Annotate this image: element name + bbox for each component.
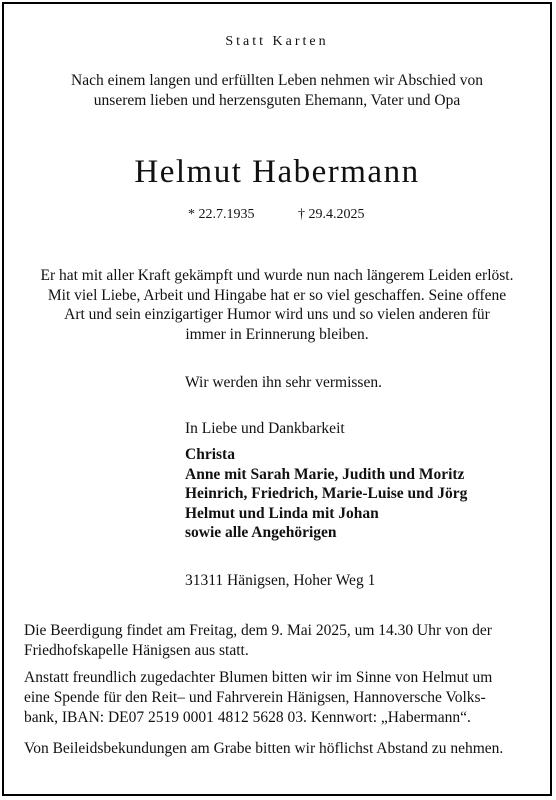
bio-line: immer in Erinnerung bleiben. (185, 325, 369, 343)
deceased-name: Helmut Habermann (134, 154, 420, 190)
death-notice (2, 2, 552, 796)
family-member: Helmut und Linda mit Johan (185, 504, 379, 522)
family-member: sowie alle Angehörigen (185, 524, 337, 542)
family-list (185, 445, 467, 543)
funeral-line: Die Beerdigung findet am Freitag, dem 9. Mai 2025, um 14.30 Uhr von der (24, 622, 492, 639)
header-label: Statt Karten (225, 34, 329, 49)
intro-line: Nach einem langen und erfüllten Leben nehmen wir Abschied von (71, 72, 483, 89)
bio-line: Art und sein einzigartiger Humor wird uns und so vielen anderen für (64, 306, 490, 323)
donation-line: bank, IBAN: DE07 2519 0001 4812 5628 03. Kennwort: „Habermann“. (24, 709, 471, 726)
condolence-note: Von Beileidsbekundungen am Grabe bitten wir höflichst Abstand zu nehmen. (24, 740, 504, 757)
address: 31311 Hänigsen, Hoher Weg 1 (185, 572, 376, 589)
bio-text (24, 266, 530, 344)
donation-line: eine Spende für den Reit– und Fahrverein Hänigsen, Hannoversche Volks- (24, 689, 486, 706)
death-date: † 29.4.2025 (298, 207, 365, 222)
funeral-line: Friedhofskapelle Hänigsen aus statt. (24, 642, 249, 659)
family-member: Christa (185, 446, 235, 463)
family-member: Anne mit Sarah Marie, Judith und Moritz (185, 465, 465, 483)
miss-line: Wir werden ihn sehr vermissen. (185, 374, 382, 391)
intro-text (44, 71, 510, 111)
intro-line: unserem lieben und herzensguten Ehemann, Vater und Opa (93, 92, 461, 109)
family-member: Heinrich, Friedrich, Marie-Luise und Jörg (185, 485, 468, 503)
funeral-info (24, 621, 530, 661)
donation-info (24, 668, 530, 728)
bio-line: Mit viel Liebe, Arbeit und Hingabe hat er so viel geschaffen. Seine offene (47, 286, 507, 304)
closing-line: In Liebe und Dankbarkeit (185, 420, 345, 437)
donation-line: Anstatt freundlich zugedachter Blumen bitten wir im Sinne von Helmut um (24, 669, 493, 686)
birth-date: * 22.7.1935 (188, 207, 255, 222)
bio-line: Er hat mit aller Kraft gekämpft und wurde nun nach längerem Leiden erlöst. (40, 267, 514, 284)
